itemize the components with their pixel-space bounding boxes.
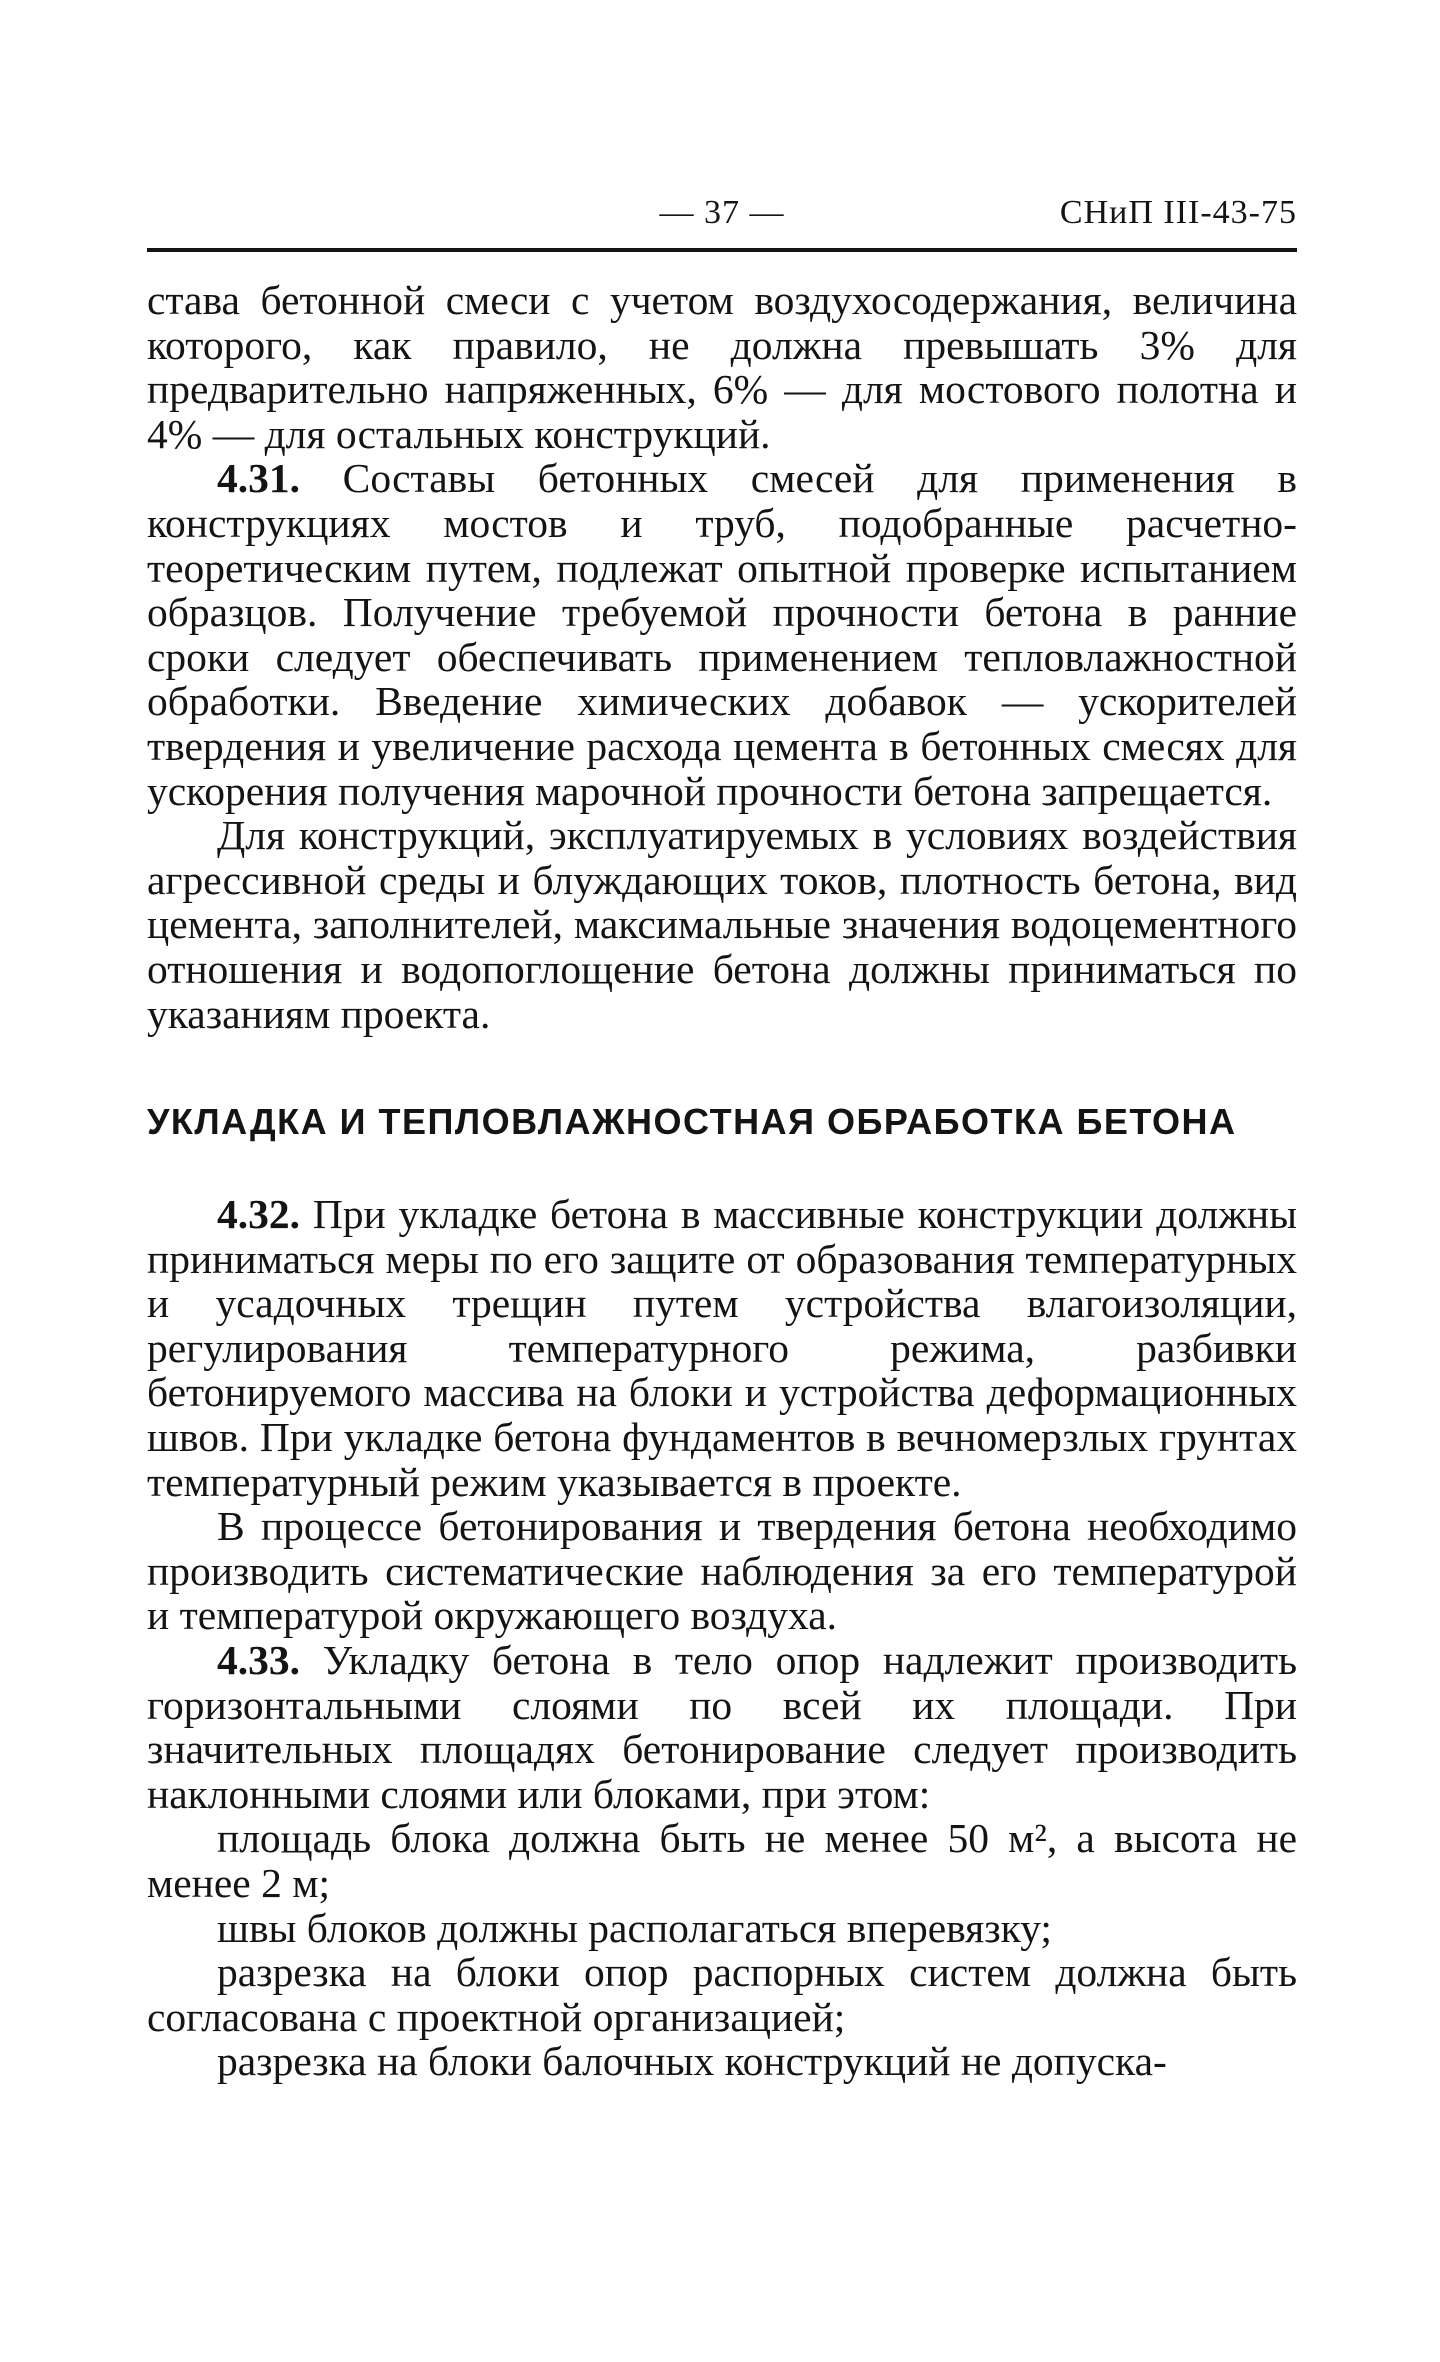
paragraph-continuation [147,278,1297,456]
header-rule [147,248,1297,252]
document-code: СНиП III-43-75 [1059,194,1297,231]
page-header [147,190,1297,236]
paragraph-text: Составы бетонных смесей для применения в конструкциях мостов и труб, подобранные расчетно-теоретическим путем, подлежат опытной проверке испытанием образцов. Получение требуемой прочности бетона в ранние сроки следует обеспечивать применением тепловлажностной обработки. Введение химических добавок — ускорителей твердения и увеличение расхода цемента в бетонных смесях для ускорения получения марочной прочности бетона запрещается. [147,455,1297,814]
document-body [147,278,1297,2084]
paragraph-text: разрезка на блоки балочных конструкций не допуска- [217,2038,1167,2085]
paragraph-text: става бетонной смеси с учетом воздухосодержания, величина которого, как правило, не должна превышать 3% для предварительно напряженных, 6% — для мостового полотна и 4% — для остальных конструкций. [147,277,1297,457]
paragraph-temperature-monitoring [147,1504,1297,1638]
clause-number: 4.32. [217,1191,300,1238]
section-heading: УКЛАДКА И ТЕПЛОВЛАЖНОСТНАЯ ОБРАБОТКА БЕТОНА [147,1101,1237,1143]
paragraph-text: Укладку бетона в тело опор надлежит производить горизонтальными слоями по всей их площади. При значительных площадях бетонирование следует производить наклонными слоями или блоками, при этом: [147,1637,1298,1817]
page-number: — 37 — [659,194,785,231]
paragraph-text: Для конструкций, эксплуатируемых в условиях воздействия агрессивной среды и блуждающих токов, плотность бетона, вид цемента, заполнителей, максимальные значения водоцементного отношения и водопоглощение бетона должны приниматься по указаниям проекта. [147,812,1297,1037]
clause-number: 4.31. [217,455,300,502]
list-item-thrust-systems [147,1950,1297,2039]
paragraph-text: В процессе бетонирования и твердения бетона необходимо производить систематические наблюдения за его температурой и температурой окружающего воздуха. [147,1503,1297,1639]
document-page [147,190,1297,2084]
paragraph-text: швы блоков должны располагаться вперевязку; [217,1904,1052,1951]
paragraph-text: площадь блока должна быть не менее 50 м², а высота не менее 2 м; [147,1815,1297,1906]
list-item-block-joints [147,1906,1297,1951]
clause-4-31 [147,456,1297,813]
list-item-block-area [147,1816,1297,1905]
paragraph-text: При укладке бетона в массивные конструкции должны приниматься меры по его защите от образования температурных и усадочных трещин путем устройства влагоизоляции, регулирования температурного режима, разбивки бетонируемого массива на блоки и устройства деформационных швов. При укладке бетона фундаментов в вечномерзлых грунтах температурный режим указывается в проекте. [147,1191,1297,1505]
clause-4-32 [147,1192,1297,1504]
clause-4-33 [147,1638,1297,1816]
list-item-beam-structures [147,2039,1297,2084]
clause-number: 4.33. [217,1637,300,1684]
paragraph-aggressive-environment [147,813,1297,1036]
paragraph-text: разрезка на блоки опор распорных систем должна быть согласована с проектной организацией; [147,1949,1297,2040]
